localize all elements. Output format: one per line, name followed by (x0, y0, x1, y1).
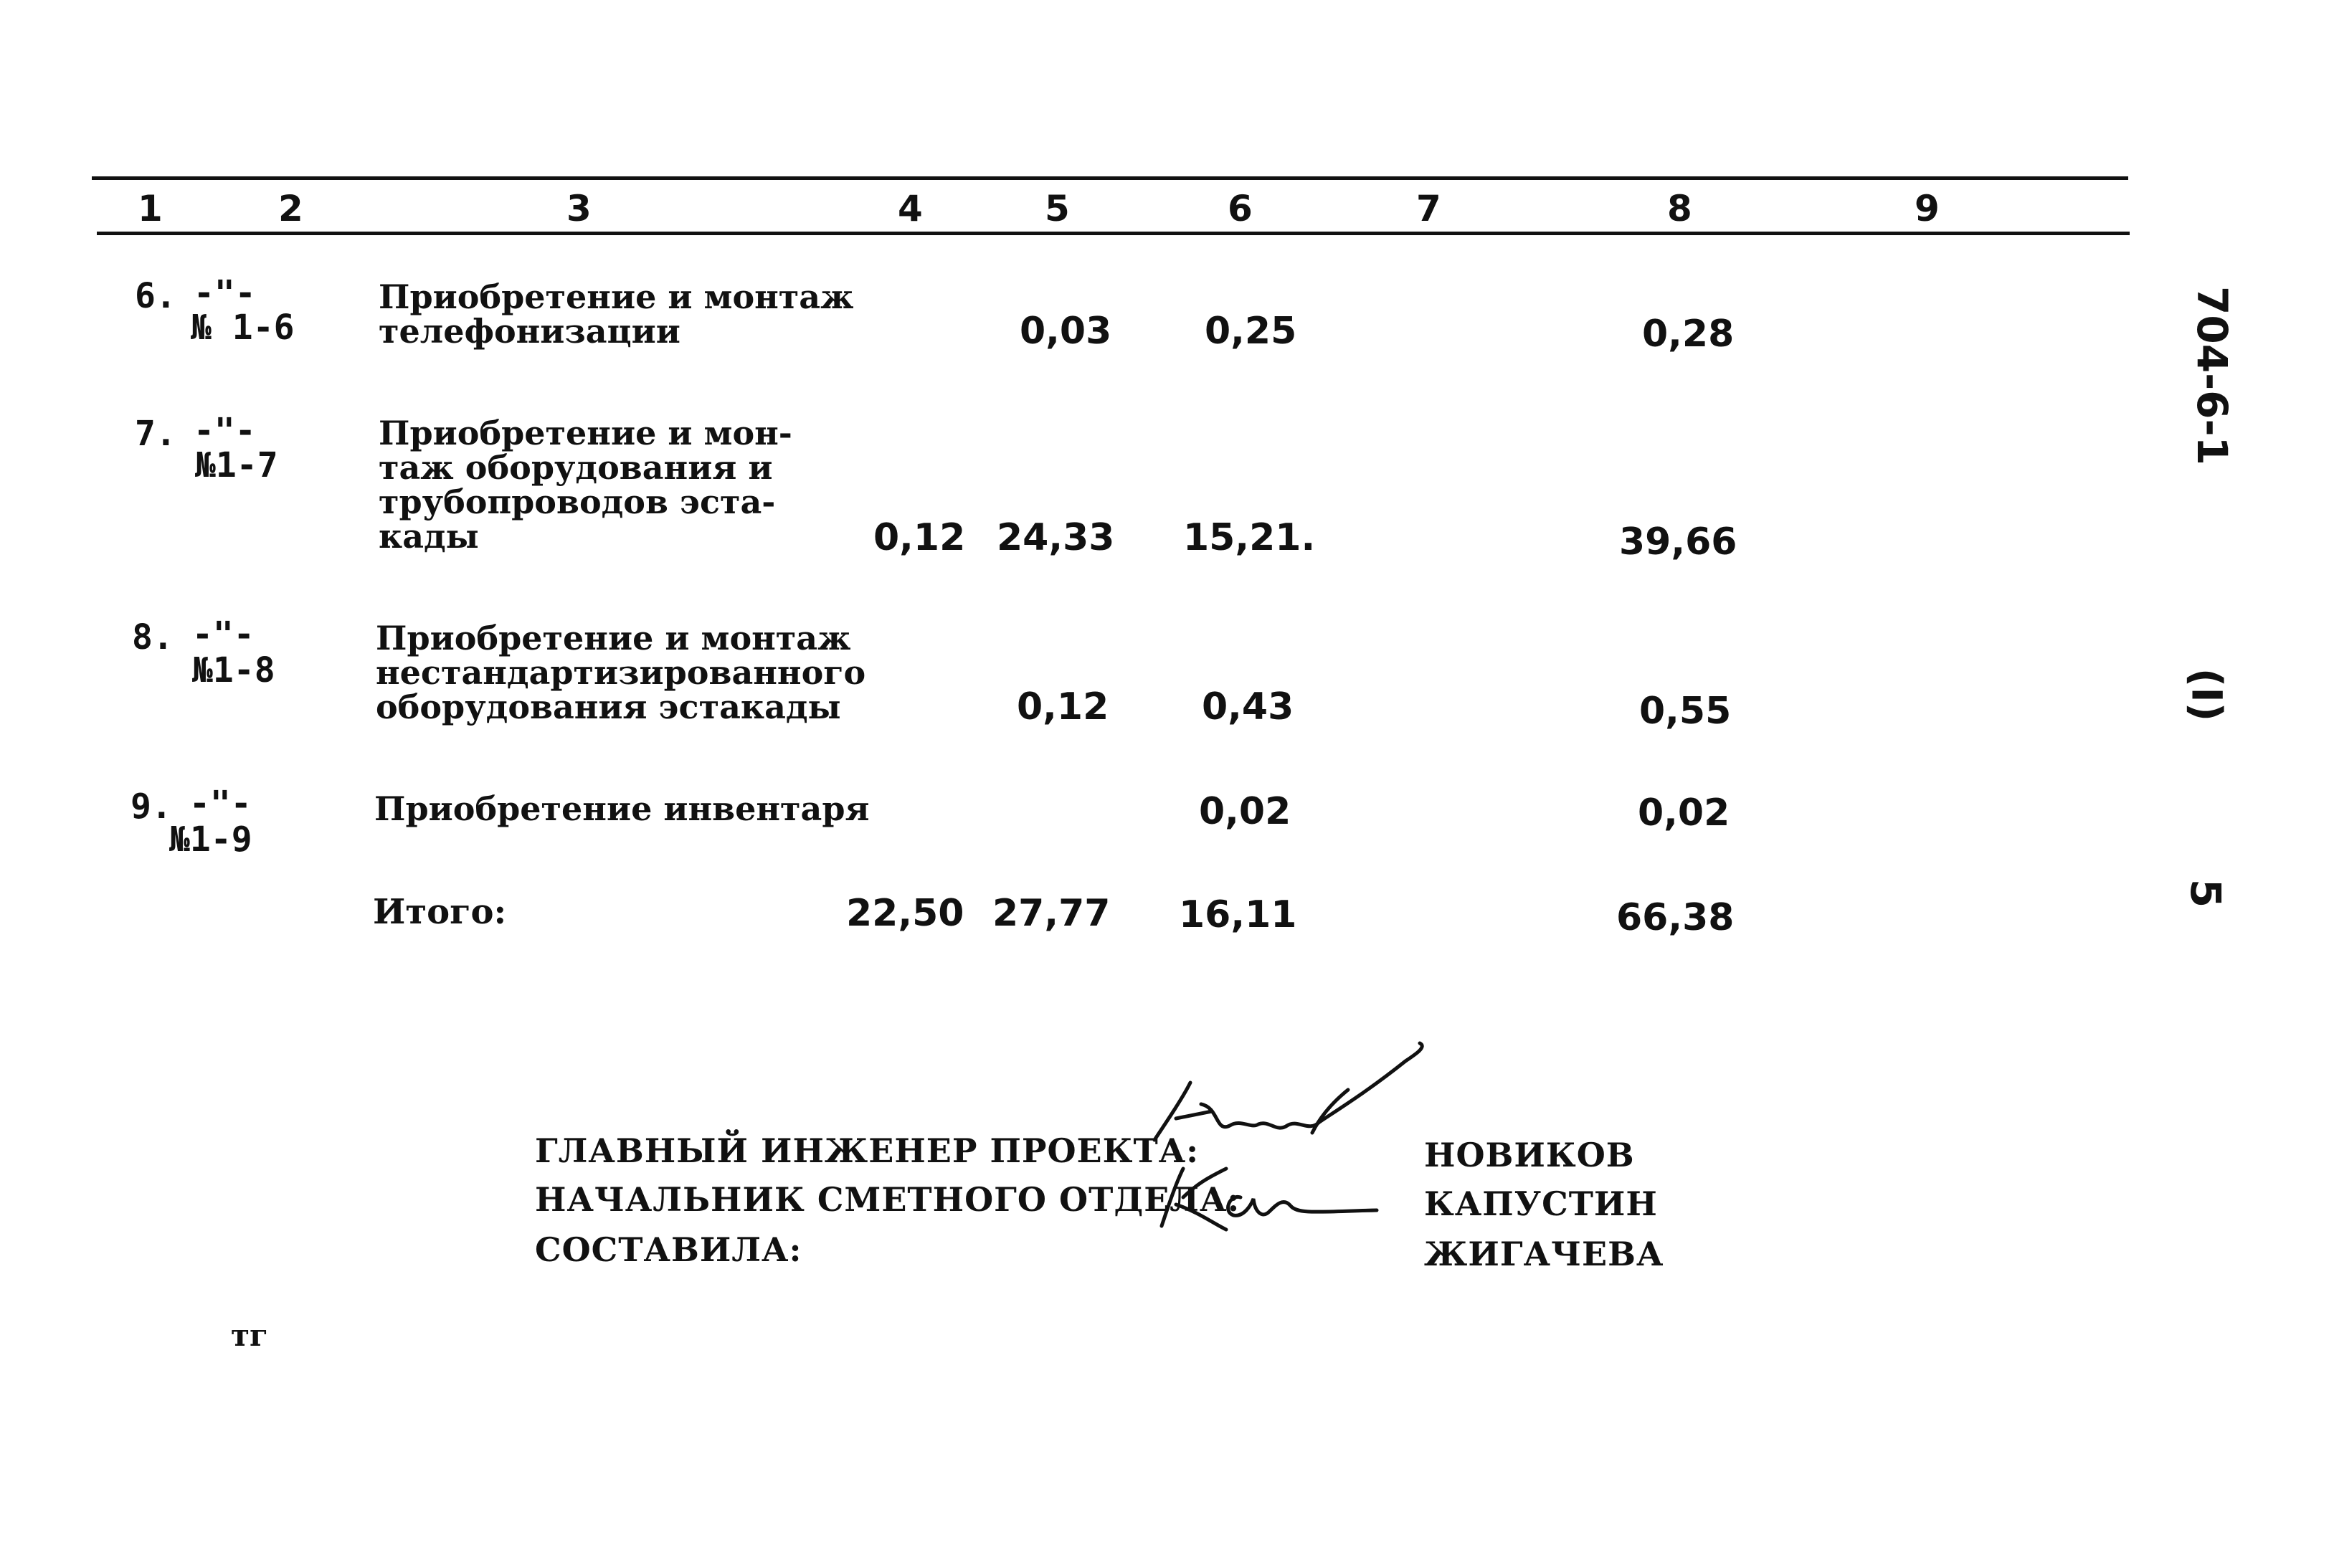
column-header-1: 1 (138, 188, 163, 229)
row-ref-ditto: -"- (194, 273, 256, 313)
handwritten-signature-1 (1133, 1040, 1448, 1161)
row-description: Приобретение и монтаж телефонизации (379, 277, 854, 351)
row-ref-ditto: -"- (194, 411, 256, 451)
row-number: 6. (135, 276, 176, 316)
row-number: 8. (132, 617, 174, 657)
row-ref-code: №1-7 (195, 445, 278, 485)
column-header-6: 6 (1228, 188, 1253, 229)
cell-col8: 0,02 (1638, 792, 1730, 835)
cell-col6: 0,25 (1205, 310, 1297, 353)
column-header-3: 3 (566, 188, 592, 229)
cell-col6: 15,21. (1183, 516, 1316, 559)
column-header-5: 5 (1045, 188, 1070, 229)
row-number: 9. (131, 787, 172, 827)
side-volume: (I) (2182, 667, 2231, 722)
cell-col5: 0,12 (1017, 685, 1109, 728)
row-ref-code: №1-9 (169, 819, 252, 860)
cell-col8: 39,66 (1619, 521, 1737, 564)
cell-col8: 0,28 (1642, 313, 1735, 356)
row-ref-ditto: -"- (192, 614, 255, 655)
side-doc-number: 704-6-1 (2187, 286, 2236, 465)
signature-name: НОВИКОВ (1424, 1136, 1635, 1174)
table-header-rule (97, 232, 2130, 235)
column-header-8: 8 (1667, 188, 1692, 229)
total-col6: 16,11 (1179, 893, 1297, 936)
row-number: 7. (135, 414, 176, 454)
cell-col6: 0,02 (1199, 790, 1291, 833)
cell-col5: 24,33 (997, 516, 1115, 559)
cell-col5: 0,03 (1020, 310, 1112, 353)
total-col4: 22,50 (846, 892, 964, 935)
signature-name: КАПУСТИН (1424, 1184, 1658, 1223)
row-ref-ditto: -"- (189, 784, 252, 824)
row-ref-code: №1-8 (192, 650, 275, 690)
row-description: Приобретение и монтаж нестандартизированного оборудования эстакады (376, 619, 866, 726)
row-description: Приобретение инвентаря (374, 789, 870, 828)
signature-role: ГЛАВНЫЙ ИНЖЕНЕР ПРОЕКТА: (535, 1131, 1200, 1170)
footer-mark: тг (231, 1318, 268, 1353)
cell-col6: 0,43 (1202, 685, 1294, 728)
column-header-9: 9 (1915, 188, 1940, 229)
side-page-number: 5 (2181, 878, 2231, 908)
signature-role: СОСТАВИЛА: (535, 1230, 802, 1269)
table-top-rule (92, 176, 2128, 180)
column-header-7: 7 (1416, 188, 1441, 229)
cell-col8: 0,55 (1639, 690, 1732, 733)
column-header-2: 2 (278, 188, 303, 229)
row-ref-code: № 1-6 (191, 308, 295, 348)
signature-role: НАЧАЛЬНИК СМЕТНОГО ОТДЕЛА: (535, 1180, 1241, 1219)
handwritten-signature-2 (1133, 1154, 1391, 1240)
total-col5: 27,77 (992, 892, 1111, 935)
row-description: Приобретение и мон- таж оборудования и трубопроводов эста- кады (379, 414, 792, 556)
column-header-4: 4 (898, 188, 923, 229)
total-label: Итого: (373, 892, 507, 932)
signature-name: ЖИГАЧЕВА (1424, 1235, 1664, 1273)
total-col8: 66,38 (1616, 896, 1735, 939)
cell-col4: 0,12 (873, 516, 966, 559)
